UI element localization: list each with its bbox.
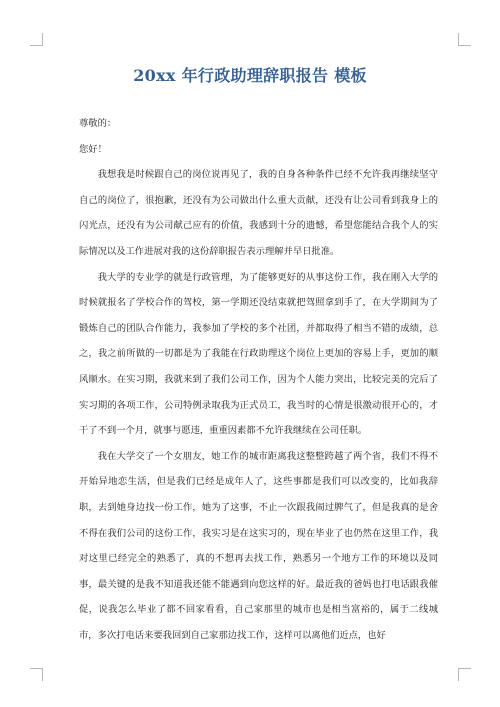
crop-mark-bottom-left bbox=[30, 668, 43, 681]
crop-mark-top-right bbox=[458, 33, 471, 46]
crop-mark-bottom-right bbox=[458, 668, 471, 681]
salutation: 尊敬的： bbox=[79, 118, 117, 129]
document-title: 20xx 年行政助理辞职报告 模板 bbox=[133, 66, 367, 85]
document-body bbox=[79, 111, 438, 648]
paragraph-2: 我大学的专业学的就是行政管理，为了能够更好的从事这份工作，我在刚入大学的时候就报名了学校合作的驾校，第一学期还没结束就把驾照拿到手了，在大学期间为了锻炼自己的团队合作能力，我参加了学校的多个社团，并都取得了相当不错的成绩，总之，我之前所做的一切都是为了我能在行政助理这个岗位上更加的容易上手，更加的顺风顺水。在实习期，我就来到了我们公司工作，因为个人能力突出，比较完美的完后了实习期的各项工作，公司特例录取我为正式员工，我当时的心情是很激动很开心的，才干了不到一个月，就事与愿违，重重因素都不允许我继续在公司任职。 bbox=[79, 271, 438, 437]
crop-mark-top-left bbox=[30, 33, 43, 46]
paragraph-1: 我想我是时候跟自己的岗位说再见了，我的自身各种条件已经不允许我再继续坚守自己的岗位了，很抱歉，还没有为公司做出什么重大贡献，还没有让公司看到我身上的闪光点，还没有为公司献己应有的价值，我感到十分的遗憾，希望您能结合我个人的实际情况以及工作进展对我的这份辞职报告表示理解并早日批准。 bbox=[79, 169, 438, 257]
greeting: 您好！ bbox=[79, 143, 107, 155]
paragraph-3: 我在大学交了一个女朋友，她工作的城市距离我这整整跨越了两个省，我们不得不开始异地恋生活，但是我们已经是成年人了，这些事都是我们可以改变的，比如我辞职，去到她身边找一份工作，她为了这事，不止一次跟我闹过脾气了，但是我真的是舍不得在我们公司的这份工作，我实习是在这实习的，现在毕业了也仍然在这里工作，我对这里已经完全的熟悉了，真的不想再去找工作，熟悉另一个地方工作的环境以及同事，最关键的是我不知道我还能不能遇到向您这样的好。最近我的爸妈也打电话跟我催促，说我怎么毕业了都不回家看看，自己家那里的城市也是相当富裕的，属于二线城市，多次打电话来要我回到自己家那边找工作，这样可以离他们近点，也好 bbox=[79, 450, 438, 641]
